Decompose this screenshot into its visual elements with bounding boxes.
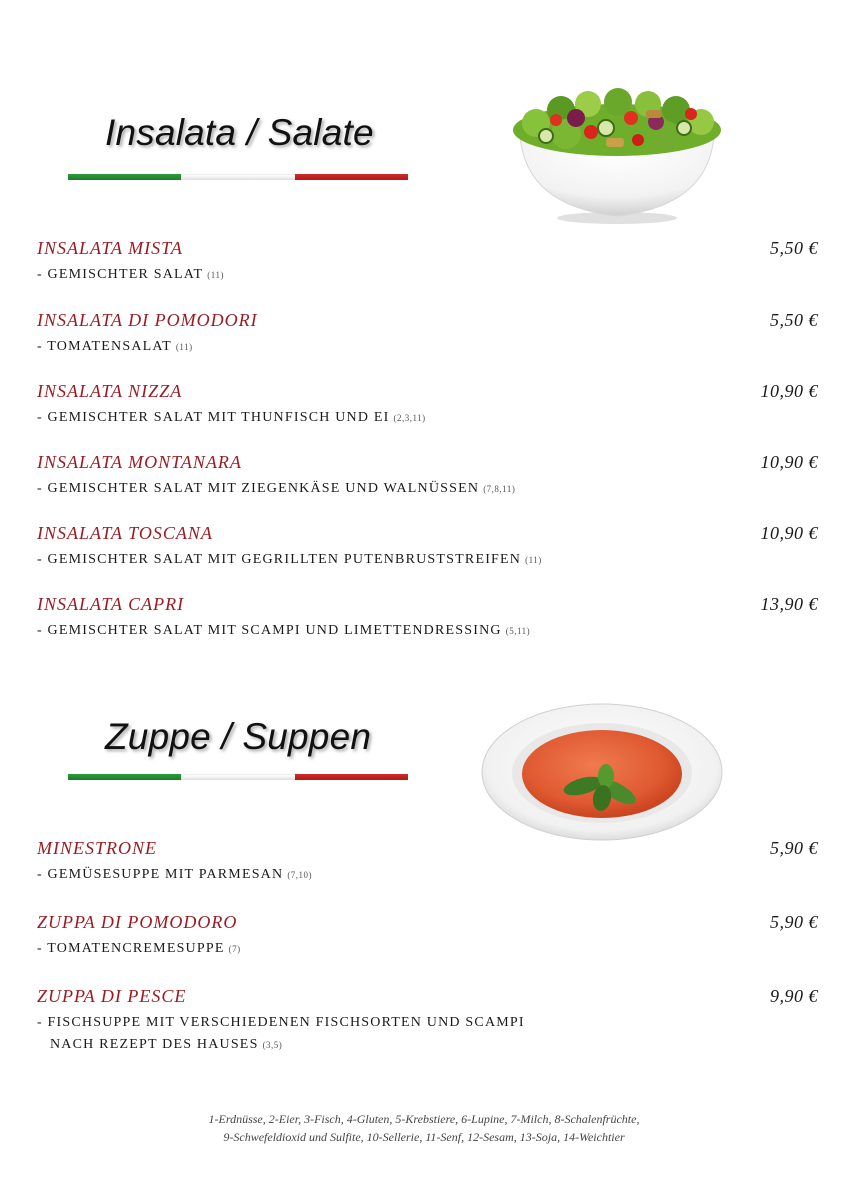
soup-section-title: Zuppe / Suppen — [105, 716, 372, 757]
menu-item — [37, 452, 818, 502]
menu-item-price: 13,90 € — [760, 594, 818, 614]
menu-item-description — [37, 938, 241, 960]
menu-item-description-text: - FISCHSUPPE MIT VERSCHIEDENEN FISCHSORTEN UND SCAMPI — [37, 1015, 525, 1030]
menu-item — [37, 523, 818, 573]
menu-item-price: 10,90 € — [760, 381, 818, 401]
allergen-legend-line: 9-Schwefeldioxid und Sulfite, 10-Sellerie, 11-Senf, 12-Sesam, 13-Soja, 14-Weichtier — [223, 1130, 625, 1144]
menu-item-price: 10,90 € — [760, 523, 818, 543]
salad-bowl-icon — [506, 88, 728, 226]
menu-item-name: INSALATA DI POMODORI — [37, 310, 258, 330]
menu-item-description-text: - TOMATENCREMESUPPE — [37, 941, 225, 956]
menu-item-description — [37, 478, 515, 500]
menu-item-description — [37, 336, 193, 358]
allergen-codes: (11) — [175, 342, 193, 352]
menu-item-description-text: - GEMISCHTER SALAT MIT THUNFISCH UND EI — [37, 410, 390, 425]
menu-item-name: INSALATA NIZZA — [37, 381, 183, 401]
menu-item-description-text: - GEMISCHTER SALAT MIT GEGRILLTEN PUTENBRUSTSTREIFEN — [37, 552, 522, 567]
menu-item-description-text: - GEMISCHTER SALAT MIT SCAMPI UND LIMETTENDRESSING — [37, 623, 502, 638]
menu-item-description-text: - GEMÜSESUPPE MIT PARMESAN — [37, 867, 284, 882]
menu-item — [37, 238, 818, 288]
menu-item-description-text: - GEMISCHTER SALAT MIT ZIEGENKÄSE UND WALNÜSSEN — [37, 481, 480, 496]
allergen-codes: (7) — [228, 944, 241, 954]
menu-item — [37, 381, 818, 431]
menu-item-price: 5,50 € — [770, 238, 818, 258]
menu-item-description-text: - TOMATENSALAT — [37, 339, 172, 354]
allergen-codes: (11) — [207, 270, 224, 280]
menu-item-description-continued — [37, 1034, 525, 1056]
allergen-codes: (5,11) — [505, 626, 531, 636]
menu-item-price: 5,90 € — [770, 912, 818, 932]
menu-item-name: INSALATA TOSCANA — [37, 523, 213, 543]
salad-title-underline — [68, 174, 408, 180]
menu-item-description — [37, 620, 530, 642]
menu-item-name: ZUPPA DI PESCE — [37, 986, 187, 1006]
allergen-codes: (7,10) — [287, 870, 313, 880]
allergen-codes: (3,5) — [262, 1040, 283, 1050]
menu-item-price: 5,90 € — [770, 838, 818, 858]
menu-item — [37, 594, 818, 644]
menu-item-price: 9,90 € — [770, 986, 818, 1006]
menu-item-description-text: - GEMISCHTER SALAT — [37, 267, 204, 282]
menu-item-description — [37, 407, 426, 429]
menu-item-name: INSALATA MISTA — [37, 238, 183, 258]
menu-item-price: 10,90 € — [760, 452, 818, 472]
allergen-codes: (2,3,11) — [393, 413, 426, 423]
salad-section-title: Insalata / Salate — [105, 112, 374, 153]
menu-item — [37, 310, 818, 360]
menu-item — [37, 986, 818, 1056]
menu-item-description — [37, 864, 312, 886]
menu-item-name: MINESTRONE — [37, 838, 157, 858]
menu-item — [37, 838, 818, 888]
menu-item-description — [37, 1012, 525, 1056]
menu-item-description-text: NACH REZEPT DES HAUSES — [50, 1037, 259, 1052]
allergen-legend — [0, 1110, 848, 1146]
soup-plate-icon — [478, 700, 726, 842]
menu-item-name: ZUPPA DI POMODORO — [37, 912, 238, 932]
menu-item-description — [37, 264, 224, 286]
soup-title-underline — [68, 774, 408, 780]
menu-item-name: INSALATA MONTANARA — [37, 452, 242, 472]
menu-item-description — [37, 549, 542, 571]
allergen-codes: (11) — [525, 555, 542, 565]
allergen-codes: (7,8,11) — [483, 484, 516, 494]
menu-item-price: 5,50 € — [770, 310, 818, 330]
allergen-legend-line: 1-Erdnüsse, 2-Eier, 3-Fisch, 4-Gluten, 5-Krebstiere, 6-Lupine, 7-Milch, 8-Schalenfrüchte, — [208, 1112, 640, 1126]
menu-item — [37, 912, 818, 962]
menu-item-name: INSALATA CAPRI — [37, 594, 185, 614]
